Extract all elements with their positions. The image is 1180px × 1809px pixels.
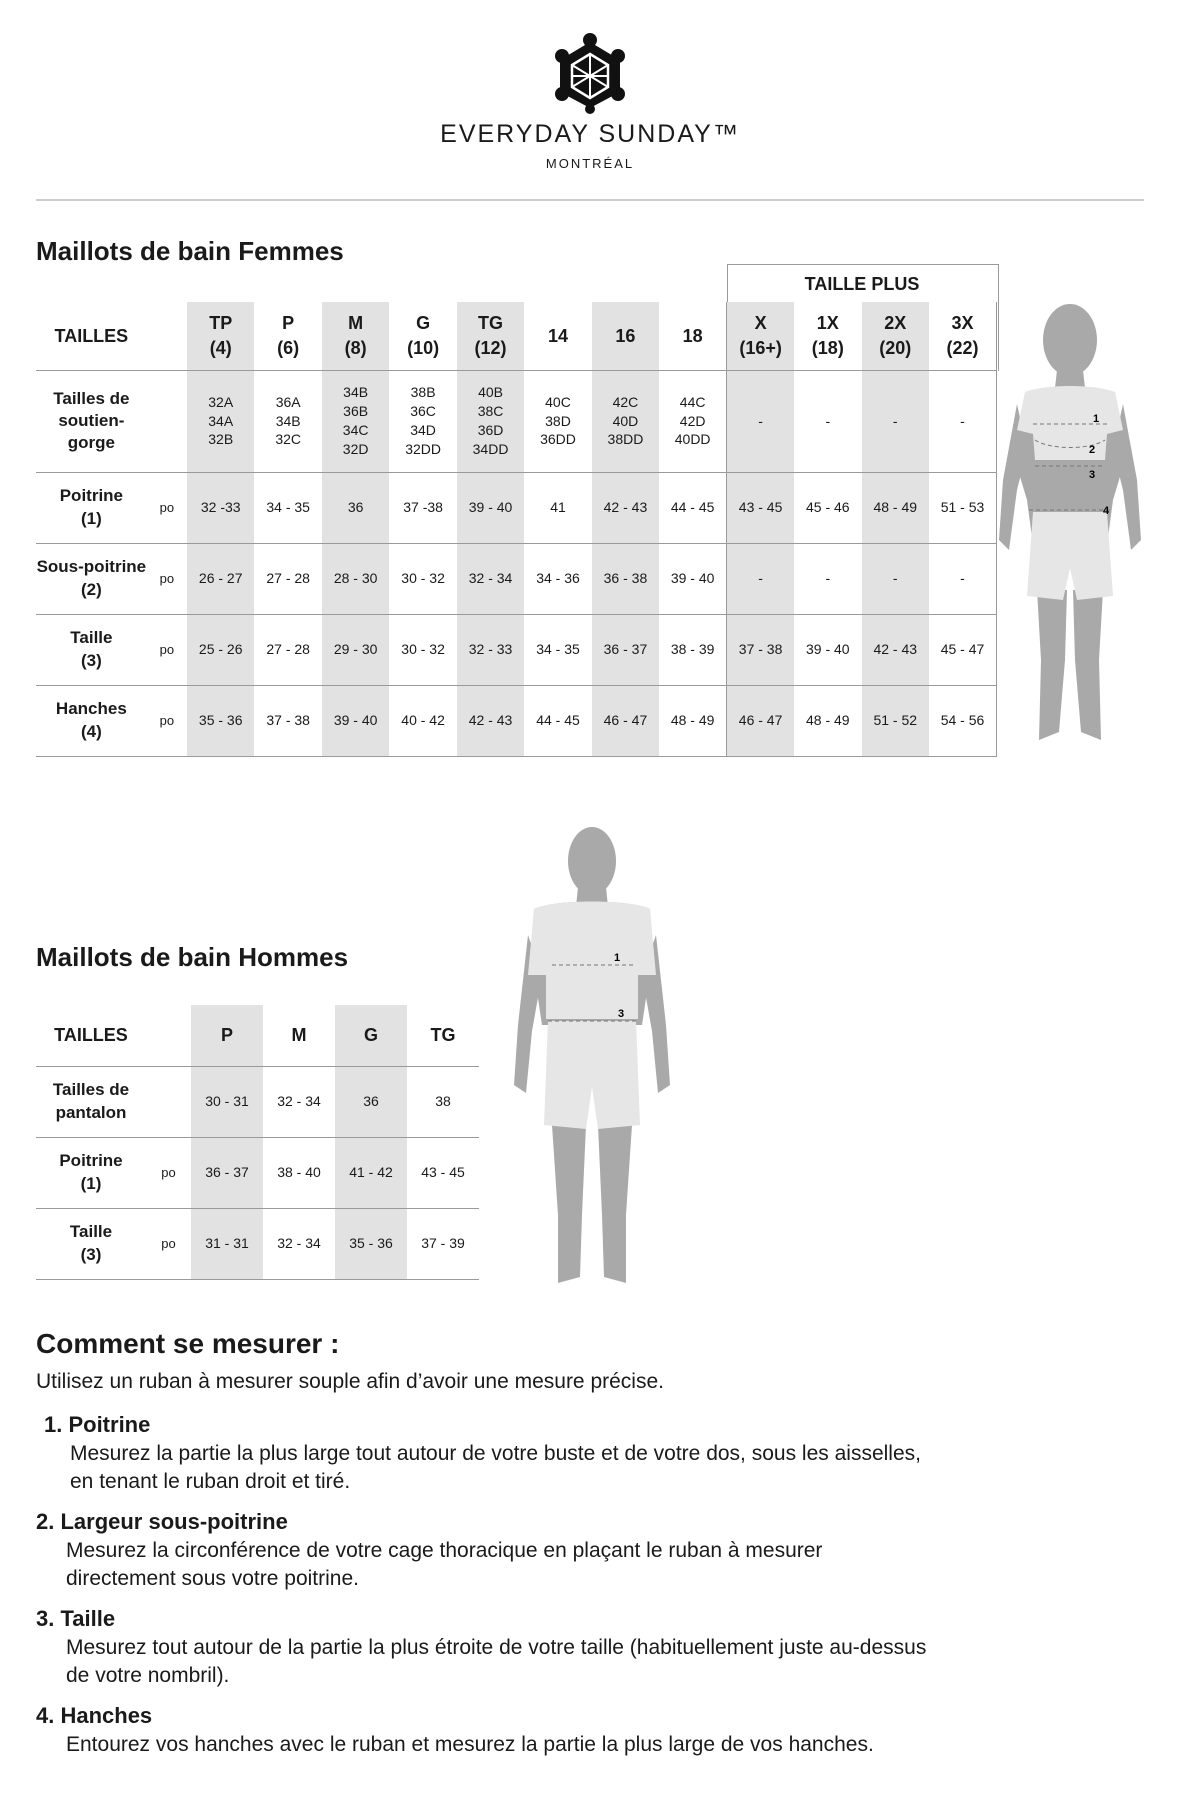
women-cell: 40 - 42 [389, 685, 456, 756]
women-row [36, 543, 997, 614]
women-cell: 29 - 30 [322, 614, 389, 685]
men-row-label: Poitrine (1) [36, 1137, 146, 1208]
women-cell: 36 - 37 [592, 614, 659, 685]
women-cell: 32 - 33 [457, 614, 524, 685]
men-cell: 38 [407, 1066, 479, 1137]
women-unit-header-empty [147, 302, 187, 370]
women-cell: 46 - 47 [592, 685, 659, 756]
women-cell: 44C 42D 40DD [659, 370, 726, 472]
women-cell: 51 - 52 [862, 685, 929, 756]
women-cell: - [727, 543, 794, 614]
women-cell: 44 - 45 [524, 685, 591, 756]
step-4-text: Entourez vos hanches avec le ruban et mesurez la partie la plus large de vos hanches. [66, 1733, 874, 1756]
men-section-title: Maillots de bain Hommes [36, 942, 349, 972]
brand-name: EVERYDAY SUNDAY™ [440, 120, 740, 148]
women-row-label: Sous-poitrine (2) [36, 543, 147, 614]
women-mark-2: 2 [1089, 444, 1096, 456]
women-cell: - [794, 370, 861, 472]
women-cell: 38 - 39 [659, 614, 726, 685]
women-row-label: Poitrine (1) [36, 472, 147, 543]
women-row-unit [147, 370, 187, 472]
women-row-unit: po [147, 543, 187, 614]
women-cell: - [862, 370, 929, 472]
men-cell: 32 - 34 [263, 1066, 335, 1137]
men-cell: 41 - 42 [335, 1137, 407, 1208]
women-cell: 40C 38D 36DD [524, 370, 591, 472]
step-4-title: 4. Hanches [36, 1703, 153, 1728]
women-cell: 48 - 49 [794, 685, 861, 756]
women-cell: 25 - 26 [187, 614, 254, 685]
women-cell: 32A 34A 32B [187, 370, 254, 472]
women-cell: 30 - 32 [389, 543, 456, 614]
men-row [36, 1137, 479, 1208]
women-mark-1: 1 [1093, 413, 1100, 425]
turtle-logo-icon [548, 32, 632, 116]
men-cell: 30 - 31 [191, 1066, 263, 1137]
women-cell: 28 - 30 [322, 543, 389, 614]
women-cell: 37 - 38 [727, 614, 794, 685]
men-cell: 35 - 36 [335, 1208, 407, 1279]
women-size-col-11: 3X (22) [929, 302, 997, 370]
women-cell: 46 - 47 [727, 685, 794, 756]
women-cell: 40B 38C 36D 34DD [457, 370, 524, 472]
women-size-col-3: G (10) [389, 302, 456, 370]
women-body-figure [995, 300, 1145, 755]
women-cell: 32 - 34 [457, 543, 524, 614]
women-cell: - [929, 543, 997, 614]
women-cell: 45 - 47 [929, 614, 997, 685]
men-row-unit: po [146, 1208, 191, 1279]
women-cell: 39 - 40 [659, 543, 726, 614]
men-size-col-1: M [263, 1005, 335, 1066]
women-cell: 26 - 27 [187, 543, 254, 614]
brand-city: MONTRÉAL [545, 156, 635, 171]
men-cell: 36 [335, 1066, 407, 1137]
men-row-label: Tailles de pantalon [36, 1066, 146, 1137]
men-size-col-0: P [191, 1005, 263, 1066]
women-row-label: Hanches (4) [36, 685, 147, 756]
men-mark-1: 1 [614, 952, 621, 964]
women-row-label: Taille (3) [36, 614, 147, 685]
men-cell: 38 - 40 [263, 1137, 335, 1208]
women-cell: 37 - 38 [254, 685, 321, 756]
women-section-title: Maillots de bain Femmes [36, 236, 344, 266]
step-2-title: 2. Largeur sous-poitrine [36, 1509, 288, 1534]
men-header-row [36, 1005, 479, 1066]
men-mark-3: 3 [618, 1008, 625, 1020]
women-cell: - [727, 370, 794, 472]
women-mark-4: 4 [1103, 505, 1110, 517]
men-cell: 37 - 39 [407, 1208, 479, 1279]
women-cell: 48 - 49 [659, 685, 726, 756]
women-cell: - [929, 370, 997, 472]
women-cell: 42 - 43 [862, 614, 929, 685]
women-cell: 42 - 43 [457, 685, 524, 756]
men-cell: 43 - 45 [407, 1137, 479, 1208]
women-size-col-1: P (6) [254, 302, 321, 370]
women-cell: 36 - 38 [592, 543, 659, 614]
women-cell: 42C 40D 38DD [592, 370, 659, 472]
women-size-table [36, 302, 997, 757]
women-cell: 39 - 40 [794, 614, 861, 685]
women-cell: 43 - 45 [727, 472, 794, 543]
women-row-unit: po [147, 472, 187, 543]
women-mark-3: 3 [1089, 469, 1096, 481]
women-row [36, 685, 997, 756]
women-size-col-7: 18 [659, 302, 726, 370]
step-1-text: Mesurez la partie la plus large tout autour de votre buste et de votre dos, sous les aisselles, en tenant le ruban droit et tiré. [70, 1442, 921, 1493]
women-cell: - [794, 543, 861, 614]
women-cell: 27 - 28 [254, 543, 321, 614]
women-cell: 37 -38 [389, 472, 456, 543]
women-header-row [36, 302, 997, 370]
men-row-label: Taille (3) [36, 1208, 146, 1279]
women-size-col-9: 1X (18) [794, 302, 861, 370]
step-3-text: Mesurez tout autour de la partie la plus étroite de votre taille (habituellement juste au-dessus de votre nombril). [66, 1636, 927, 1687]
women-cell: 27 - 28 [254, 614, 321, 685]
men-row [36, 1208, 479, 1279]
women-cell: 51 - 53 [929, 472, 997, 543]
women-size-col-8: X (16+) [727, 302, 794, 370]
women-size-col-10: 2X (20) [862, 302, 929, 370]
women-cell: 45 - 46 [794, 472, 861, 543]
women-size-col-0: TP (4) [187, 302, 254, 370]
women-cell: 42 - 43 [592, 472, 659, 543]
men-row-unit [146, 1066, 191, 1137]
how-to-measure-title: Comment se mesurer : [36, 1328, 340, 1359]
women-cell: 48 - 49 [862, 472, 929, 543]
women-row-unit: po [147, 614, 187, 685]
women-cell: 34B 36B 34C 32D [322, 370, 389, 472]
men-cell: 32 - 34 [263, 1208, 335, 1279]
men-row [36, 1066, 479, 1137]
women-cell: 39 - 40 [457, 472, 524, 543]
women-cell: 32 -33 [187, 472, 254, 543]
women-cell: 30 - 32 [389, 614, 456, 685]
women-row [36, 472, 997, 543]
men-size-col-2: G [335, 1005, 407, 1066]
women-cell: 34 - 36 [524, 543, 591, 614]
women-cell: 54 - 56 [929, 685, 997, 756]
women-cell: 34 - 35 [524, 614, 591, 685]
men-cell: 36 - 37 [191, 1137, 263, 1208]
men-size-table [36, 1005, 479, 1280]
women-row [36, 614, 997, 685]
women-size-col-6: 16 [592, 302, 659, 370]
header-divider [36, 199, 1144, 201]
women-size-col-5: 14 [524, 302, 591, 370]
women-row [36, 370, 997, 472]
women-cell: 41 [524, 472, 591, 543]
women-row-unit: po [147, 685, 187, 756]
women-cell: 36 [322, 472, 389, 543]
women-cell: 34 - 35 [254, 472, 321, 543]
step-2-text: Mesurez la circonférence de votre cage thoracique en plaçant le ruban à mesurer directement sous votre poitrine. [66, 1539, 823, 1590]
men-row-unit: po [146, 1137, 191, 1208]
men-unit-header-empty [146, 1005, 191, 1066]
plus-size-heading: TAILLE PLUS [804, 274, 920, 294]
women-sizes-label: TAILLES [36, 302, 147, 370]
women-cell: 44 - 45 [659, 472, 726, 543]
women-cell: 36A 34B 32C [254, 370, 321, 472]
step-3-title: 3. Taille [36, 1606, 116, 1631]
men-cell: 31 - 31 [191, 1208, 263, 1279]
women-size-col-4: TG (12) [457, 302, 524, 370]
men-body-figure [512, 825, 672, 1287]
women-cell: 35 - 36 [187, 685, 254, 756]
women-cell: 38B 36C 34D 32DD [389, 370, 456, 472]
how-to-measure-intro: Utilisez un ruban à mesurer souple afin d’avoir une mesure précise. [36, 1370, 664, 1393]
women-size-col-2: M (8) [322, 302, 389, 370]
men-sizes-label: TAILLES [36, 1005, 146, 1066]
men-size-col-3: TG [407, 1005, 479, 1066]
women-cell: - [862, 543, 929, 614]
women-cell: 39 - 40 [322, 685, 389, 756]
women-row-label: Tailles de soutien-gorge [36, 370, 147, 472]
step-1-title: 1. Poitrine [44, 1412, 151, 1437]
